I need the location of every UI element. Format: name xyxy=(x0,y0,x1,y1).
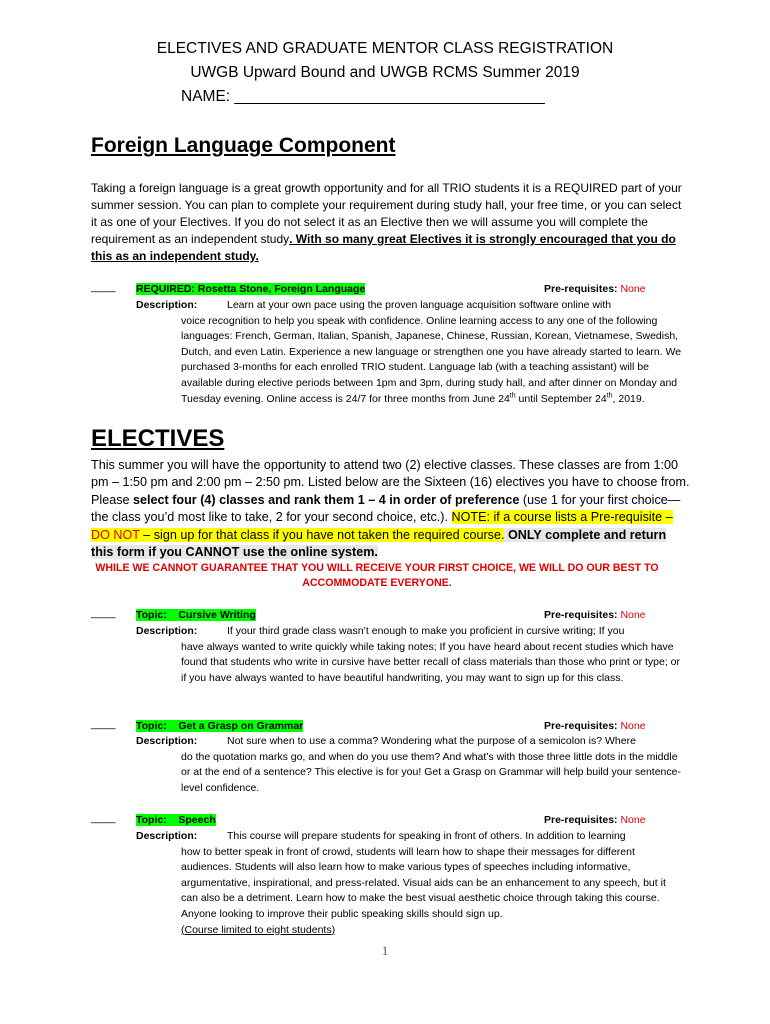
desc-first-line: Learn at your own pace using the proven language acquisition software online with xyxy=(227,299,612,311)
desc-label-rosetta: Description: xyxy=(136,299,198,311)
warning-line2: ACCOMMODATE EVERYONE. xyxy=(302,577,452,589)
topic-rosetta-stone xyxy=(136,282,365,296)
online-note: ONLY complete and return this form if you CANNOT use the online system. xyxy=(91,527,667,560)
desc-label-speech: Description: xyxy=(136,830,198,842)
topic-name: REQUIRED: Rosetta Stone, Foreign Language xyxy=(136,283,366,295)
rank-instruction: select four (4) classes and rank them 1 – 4 in order of preference xyxy=(133,492,520,507)
page-number: 1 xyxy=(381,943,389,958)
warning-line1: WHILE WE CANNOT GUARANTEE THAT YOU WILL RECEIVE YOUR FIRST CHOICE, WE WILL DO OUR BEST TO xyxy=(95,562,659,574)
form-title-line1: ELECTIVES AND GRADUATE MENTOR CLASS REGISTRATION xyxy=(156,40,614,57)
rank-blank-rosetta[interactable]: ____ xyxy=(91,281,116,293)
desc-grammar: Not sure when to use a comma? Wondering what the purpose of a semicolon is? Where do the quotation marks go, and when do you use them? And what’s with those three little dots in the middle or at the end of a sentence? This elective is for you! Get a Grasp on Grammar will help build your sentence-level confidence. xyxy=(181,735,681,794)
rank-blank-grammar[interactable]: ____ xyxy=(91,718,116,730)
intro-text: Taking a foreign language is a great growth opportunity and for all TRIO students it is a REQUIRED part of your summer session. You can plan to complete your requirement during study hall, your free time, or you can select it as one of your Electives. If you do not select it as an Elective then we will assume you will complete the requirement as an independent study xyxy=(91,181,682,246)
topic-cursive-writing: Topic: Cursive Writing xyxy=(136,609,256,621)
topic-grammar: Topic: Get a Grasp on Grammar xyxy=(136,720,304,732)
form-title-line2: UWGB Upward Bound and UWGB RCMS Summer 2019 xyxy=(190,64,580,81)
foreign-language-heading: Foreign Language Component xyxy=(91,134,396,157)
prereq-speech: Pre-requisites: None xyxy=(544,814,646,826)
desc-speech: This course will prepare students for speaking in front of others. In addition to learning how to better speak in front of crowd, students will learn how to shape their messages for different audiences. Students will also learn how to make various types of speeches including informative, argumentative, inspirational, and press-related. Visual aids can be an enhancement to any speech, but it can also be a detriment. Learn how to make the best visual aesthetic choice through taking this course. Anyone looking to improve their public speaking skills should sign up. (Course limited to eight students) xyxy=(136,829,684,938)
desc-cursive: If your third grade class wasn’t enough to make you proficient in cursive writing; If you have always wanted to write quickly while taking notes; If you have heard about recent studies which have found that students who write in cursive have better recall of class materials than those who print or type; or if you have always wanted to have beautiful handwriting, you may want to sign up for this class. xyxy=(181,625,681,684)
desc-label-grammar: Description: xyxy=(136,735,198,747)
name-label: NAME: xyxy=(181,88,231,105)
desc-rest: voice recognition to help you speak with confidence. Online learning access to any one of the following languages: French, German, Italian, Spanish, Japanese, Chinese, Russian, Korean, Vietnamese, Swedish, Dutch, and even Latin. Experience a new language or strengthen one you have already started to learn. We purchased 3-months for each enrolled TRIO student. Language lab (with a teaching assistant) will be available during elective periods between 1pm and 3pm, during study hall, and after dinner on Monday and Tuesday evening. Online access is 24/7 for three months from June 24th until September 24th, 2019. xyxy=(181,314,682,405)
course-limit-note: (Course limited to eight students) xyxy=(181,923,336,936)
desc-label-cursive: Description: xyxy=(136,625,198,637)
desc-rosetta xyxy=(136,298,684,407)
intro-bold-text: . With so many great Electives it is strongly encouraged that you do this as an independent study. xyxy=(91,232,676,263)
prereq-cursive: Pre-requisites: None xyxy=(544,609,646,621)
prereq-note: NOTE: if a course lists a Pre-requisite – DO NOT – sign up for that class if you have not taken the required course. xyxy=(91,510,673,542)
rank-blank-speech[interactable]: ____ xyxy=(91,812,116,824)
foreign-language-intro xyxy=(91,180,683,265)
name-line xyxy=(181,87,681,107)
rank-blank-cursive[interactable]: ____ xyxy=(91,607,116,619)
name-field[interactable]: ____________________________________ xyxy=(234,88,545,105)
electives-heading: ELECTIVES xyxy=(91,425,225,452)
prereq-rosetta xyxy=(544,282,646,296)
topic-speech: Topic: Speech xyxy=(136,814,216,826)
prereq-grammar: Pre-requisites: None xyxy=(544,720,646,732)
prereq-label: Pre-requisites: xyxy=(544,283,618,295)
electives-intro: This summer you will have the opportunity to attend two (2) elective classes. These classes are from 1:00 pm – 1:50 pm and 2:00 pm – 2:50 pm. Listed below are the Sixteen (16) electives you have to choose from. Please select four (4) classes and rank them 1 – 4 in order of preference (use 1 for your first choice—the class you’d most like to take, 2 for your second choice, etc.). NOTE: if a course lists a Pre-requisite – DO NOT – sign up for that class if you have not taken the required course. ONLY complete and return this form if you CANNOT use the online system. xyxy=(91,458,690,560)
prereq-value: None xyxy=(620,283,646,295)
